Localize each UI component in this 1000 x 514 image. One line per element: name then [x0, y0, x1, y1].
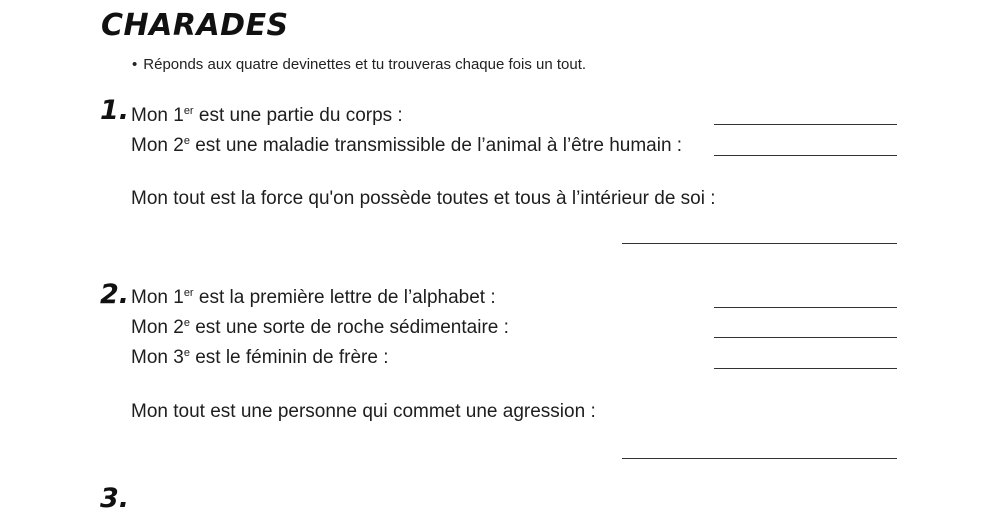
answer-blank-1-2[interactable]: [714, 155, 897, 156]
charade-1-whole: Mon tout est la force qu'on possède toutes et tous à l’intérieur de soi :: [131, 188, 716, 209]
ordinal-suffix: er: [183, 105, 194, 117]
instruction: [132, 55, 586, 75]
charade-2-whole: Mon tout est une personne qui commet une agression :: [131, 401, 596, 422]
charade-2-clue-2: [131, 316, 509, 340]
ordinal-suffix: e: [183, 347, 190, 359]
clue-prefix: Mon 2: [131, 135, 184, 156]
clue-text: est une partie du corps :: [193, 105, 403, 126]
clue-prefix: Mon 1: [131, 105, 184, 126]
charade-1-clue-1: [131, 104, 403, 128]
instruction-text: Réponds aux quatre devinettes et tu trouveras chaque fois un tout.: [143, 56, 587, 73]
clue-prefix: Mon 1: [131, 287, 184, 308]
clue-text: est une sorte de roche sédimentaire :: [189, 317, 509, 338]
clue-text: est une maladie transmissible de l’animal à l’être humain :: [189, 135, 683, 156]
answer-blank-1-whole[interactable]: [622, 243, 897, 244]
ordinal-suffix: er: [183, 287, 194, 299]
answer-blank-2-2[interactable]: [714, 337, 897, 338]
answer-blank-2-1[interactable]: [714, 307, 897, 308]
charade-number-2: 2.: [100, 279, 130, 310]
charade-2-clue-3: [131, 346, 388, 370]
clue-prefix: Mon 3: [131, 347, 184, 368]
charade-number-3: 3.: [100, 483, 130, 514]
clue-prefix: Mon 2: [131, 317, 184, 338]
clue-text: est le féminin de frère :: [189, 347, 389, 368]
ordinal-suffix: e: [183, 317, 190, 329]
page-title: CHARADES: [101, 8, 289, 43]
answer-blank-2-whole[interactable]: [622, 458, 897, 459]
charade-1-clue-2: [131, 134, 682, 158]
charade-2-clue-1: [131, 286, 496, 310]
ordinal-suffix: e: [183, 135, 190, 147]
clue-text: est la première lettre de l’alphabet :: [193, 287, 496, 308]
answer-blank-1-1[interactable]: [714, 124, 897, 125]
answer-blank-2-3[interactable]: [714, 368, 897, 369]
bullet-icon: •: [132, 56, 138, 73]
charade-number-1: 1.: [100, 95, 130, 126]
